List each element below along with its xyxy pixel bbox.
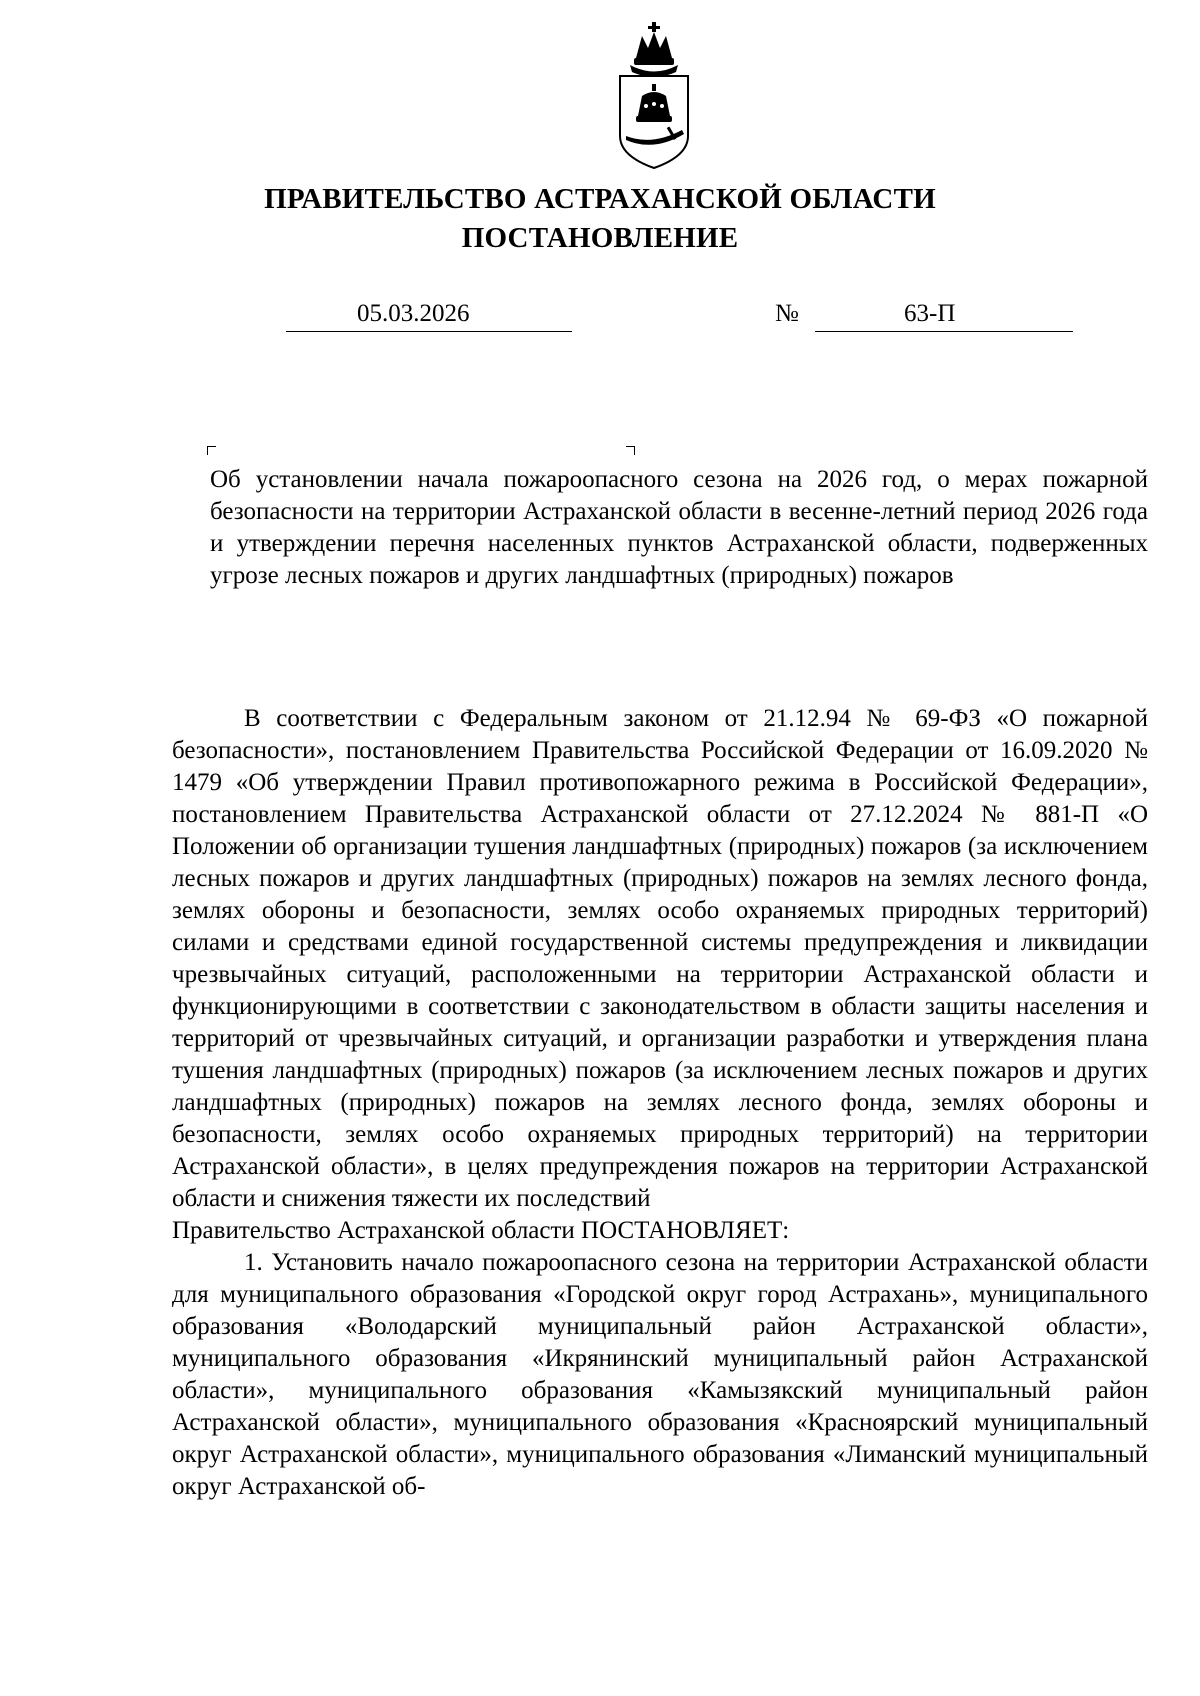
astrakhan-coat-of-arms-icon bbox=[612, 18, 696, 172]
point-1-paragraph: 1. Установить начало пожароопасного сезона на территории Астраханской области для муниципального образования «Городской округ город Астрахань», муниципального образования «Володарский муниципальный район Астраханской области», муниципального образования «Икрянинский муниципальный район Астраханской области», муниципального образования «Камызякский муниципальный район Астраханской области», муниципального образования «Красноярский муниципальный округ Астраханской области», муниципального образования «Лиманский муниципальный округ Астраханской об- bbox=[172, 1249, 1148, 1500]
number-underline bbox=[815, 331, 1073, 332]
title-corner-right bbox=[626, 446, 635, 455]
document-number: 63-П bbox=[904, 300, 956, 327]
title-corner-left bbox=[207, 446, 216, 455]
document-date: 05.03.2026 bbox=[357, 300, 470, 327]
preamble-paragraph: В соответствии с Федеральным законом от 21.12.94 № 69-ФЗ «О пожарной безопасности», постановлением Правительства Российской Федерации от 16.09.2020 № 1479 «Об утверждении Правил противопожарного режима в Российской Федерации», постановлением Правительства Астраханской области от 27.12.2024 № 881-П «О Положении об организации тушения ландшафтных (природных) пожаров (за исключением лесных пожаров и других ландшафтных (природных) пожаров на землях лесного фонда, землях обороны и безопасности, землях особо охраняемых природных территорий) силами и средствами единой государственной системы предупреждения и ликвидации чрезвычайных ситуаций, расположенными на территории Астраханской области и функционирующими в соответствии с законодательством в области защиты населения и территорий от чрезвычайных ситуаций, и организации разработки и утверждения плана тушения ландшафтных (природных) пожаров (за исключением лесных пожаров и других ландшафтных (природных) пожаров на землях лесного фонда, землях обороны и безопасности, землях особо охраняемых природных территорий) на территории Астраханской области», в целях предупреждения пожаров на территории Астраханской области и снижения тяжести их последствий bbox=[172, 705, 1148, 1212]
number-sign: № bbox=[775, 300, 799, 327]
resolves-line: Правительство Астраханской области ПОСТАНОВЛЯЕТ: bbox=[172, 1217, 790, 1244]
date-underline bbox=[286, 331, 572, 332]
organization-title: ПРАВИТЕЛЬСТВО АСТРАХАНСКОЙ ОБЛАСТИ bbox=[264, 183, 936, 215]
document-body bbox=[172, 703, 1148, 1503]
document-type: ПОСТАНОВЛЕНИЕ bbox=[461, 222, 739, 254]
document-title: Об установлении начала пожароопасного сезона на 2026 год, о мерах пожарной безопасности на территории Астраханской области в весенне-летний период 2026 года и утверждении перечня населенных пунктов Астраханской области, подверженных угрозе лесных пожаров и других ландшафтных (природных) пожаров bbox=[210, 466, 1148, 589]
